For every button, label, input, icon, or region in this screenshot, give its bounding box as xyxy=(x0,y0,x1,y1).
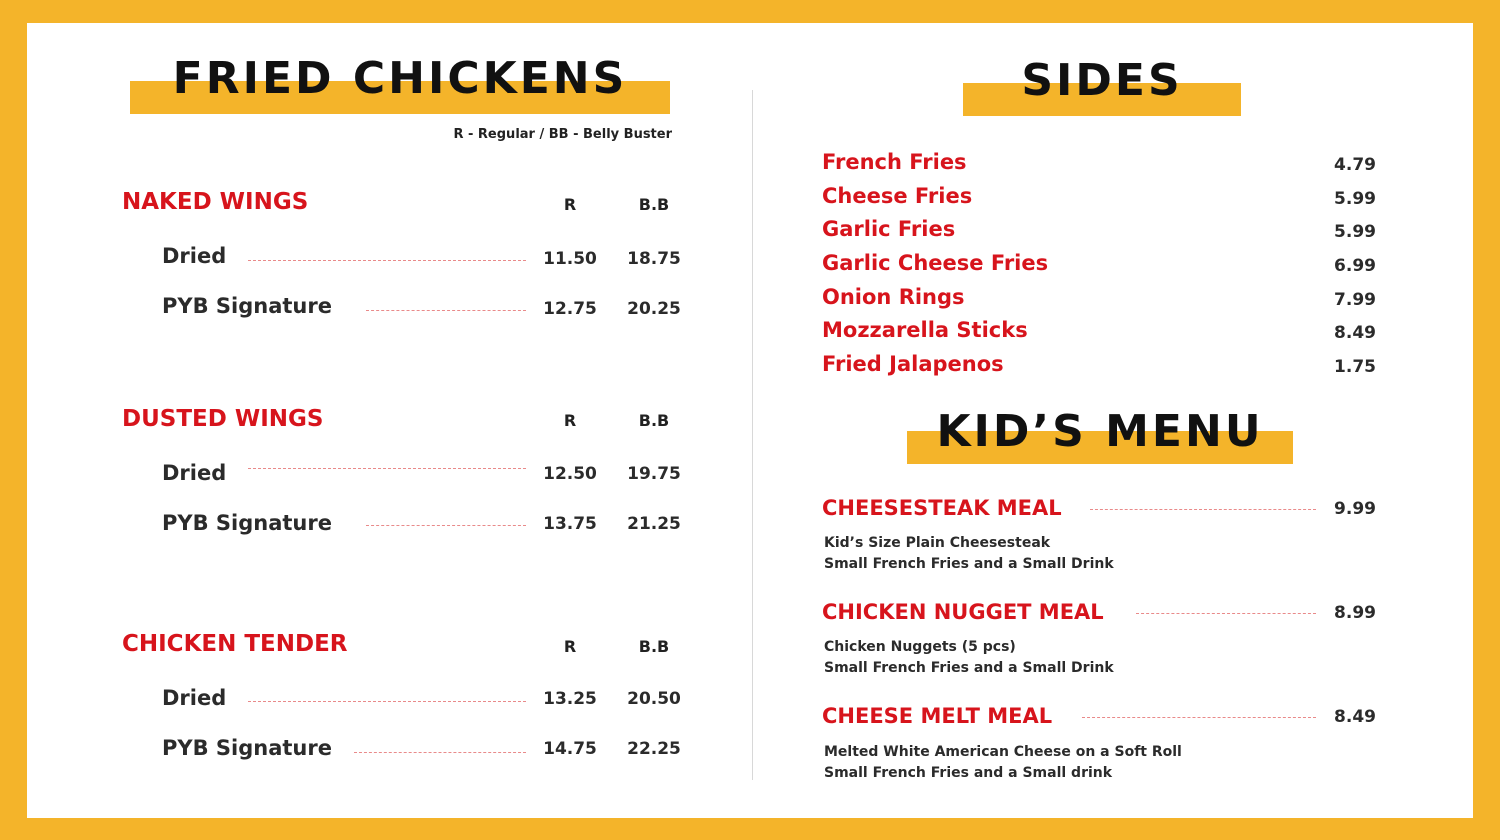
kids-meal-price: 9.99 xyxy=(1334,499,1376,519)
col-header-bb: B.B xyxy=(638,637,670,656)
dotted-leader xyxy=(1090,509,1316,510)
section-title: FRIED CHICKENS xyxy=(172,53,628,104)
side-item-name: Cheese Fries xyxy=(822,184,973,208)
side-item-name: Garlic Cheese Fries xyxy=(822,251,1049,275)
size-legend: R - Regular / BB - Belly Buster xyxy=(453,127,672,142)
side-item-price: 5.99 xyxy=(1334,222,1376,242)
price-regular: 12.50 xyxy=(543,464,597,484)
side-item-name: French Fries xyxy=(822,150,967,174)
kids-meal-name: CHEESE MELT MEAL xyxy=(822,704,1053,728)
price-regular: 11.50 xyxy=(543,249,597,269)
price-regular: 13.25 xyxy=(543,689,597,709)
sides-banner xyxy=(963,57,1241,117)
section-title: SIDES xyxy=(1021,55,1183,106)
category-title: NAKED WINGS xyxy=(122,189,309,215)
kids-meal-price: 8.99 xyxy=(1334,603,1376,623)
column-divider xyxy=(752,90,753,780)
kids-meal-desc-line: Small French Fries and a Small drink xyxy=(824,765,1113,781)
kids-menu-banner xyxy=(907,406,1293,466)
dotted-leader xyxy=(1082,717,1316,718)
side-item-price: 1.75 xyxy=(1334,357,1376,377)
side-item-price: 6.99 xyxy=(1334,256,1376,276)
kids-meal-desc-line: Kid’s Size Plain Cheesesteak xyxy=(824,535,1051,551)
kids-meal-desc-line: Melted White American Cheese on a Soft Roll xyxy=(824,744,1182,760)
price-regular: 13.75 xyxy=(543,514,597,534)
menu-item-name: Dried xyxy=(162,244,227,268)
side-item-price: 8.49 xyxy=(1334,323,1376,343)
col-header-r: R xyxy=(563,195,577,214)
price-belly-buster: 19.75 xyxy=(627,464,681,484)
dotted-leader xyxy=(1136,613,1316,614)
price-belly-buster: 20.25 xyxy=(627,299,681,319)
side-item-price: 4.79 xyxy=(1334,155,1376,175)
price-belly-buster: 21.25 xyxy=(627,514,681,534)
side-item-name: Onion Rings xyxy=(822,285,965,309)
price-regular: 12.75 xyxy=(543,299,597,319)
dotted-leader xyxy=(366,525,526,526)
side-item-price: 7.99 xyxy=(1334,290,1376,310)
dotted-leader xyxy=(248,468,526,469)
col-header-r: R xyxy=(563,411,577,430)
menu-item-name: Dried xyxy=(162,686,227,710)
section-title: KID’S MENU xyxy=(936,406,1264,457)
price-regular: 14.75 xyxy=(543,739,597,759)
side-item-name: Garlic Fries xyxy=(822,217,956,241)
price-belly-buster: 22.25 xyxy=(627,739,681,759)
col-header-bb: B.B xyxy=(638,411,670,430)
kids-meal-price: 8.49 xyxy=(1334,707,1376,727)
side-item-price: 5.99 xyxy=(1334,189,1376,209)
dotted-leader xyxy=(366,310,526,311)
dotted-leader xyxy=(248,701,526,702)
kids-meal-desc-line: Chicken Nuggets (5 pcs) xyxy=(824,639,1016,655)
kids-meal-desc-line: Small French Fries and a Small Drink xyxy=(824,660,1114,676)
col-header-r: R xyxy=(563,637,577,656)
menu-item-name: PYB Signature xyxy=(162,736,332,760)
category-title: DUSTED WINGS xyxy=(122,406,324,432)
fried-chickens-banner xyxy=(130,55,670,115)
kids-meal-name: CHEESESTEAK MEAL xyxy=(822,496,1062,520)
price-belly-buster: 20.50 xyxy=(627,689,681,709)
menu-item-name: PYB Signature xyxy=(162,294,332,318)
side-item-name: Mozzarella Sticks xyxy=(822,318,1028,342)
dotted-leader xyxy=(248,260,526,261)
side-item-name: Fried Jalapenos xyxy=(822,352,1004,376)
menu-item-name: PYB Signature xyxy=(162,511,332,535)
dotted-leader xyxy=(354,752,526,753)
category-title: CHICKEN TENDER xyxy=(122,631,348,657)
menu-item-name: Dried xyxy=(162,461,227,485)
kids-meal-desc-line: Small French Fries and a Small Drink xyxy=(824,556,1114,572)
price-belly-buster: 18.75 xyxy=(627,249,681,269)
col-header-bb: B.B xyxy=(638,195,670,214)
kids-meal-name: CHICKEN NUGGET MEAL xyxy=(822,600,1104,624)
